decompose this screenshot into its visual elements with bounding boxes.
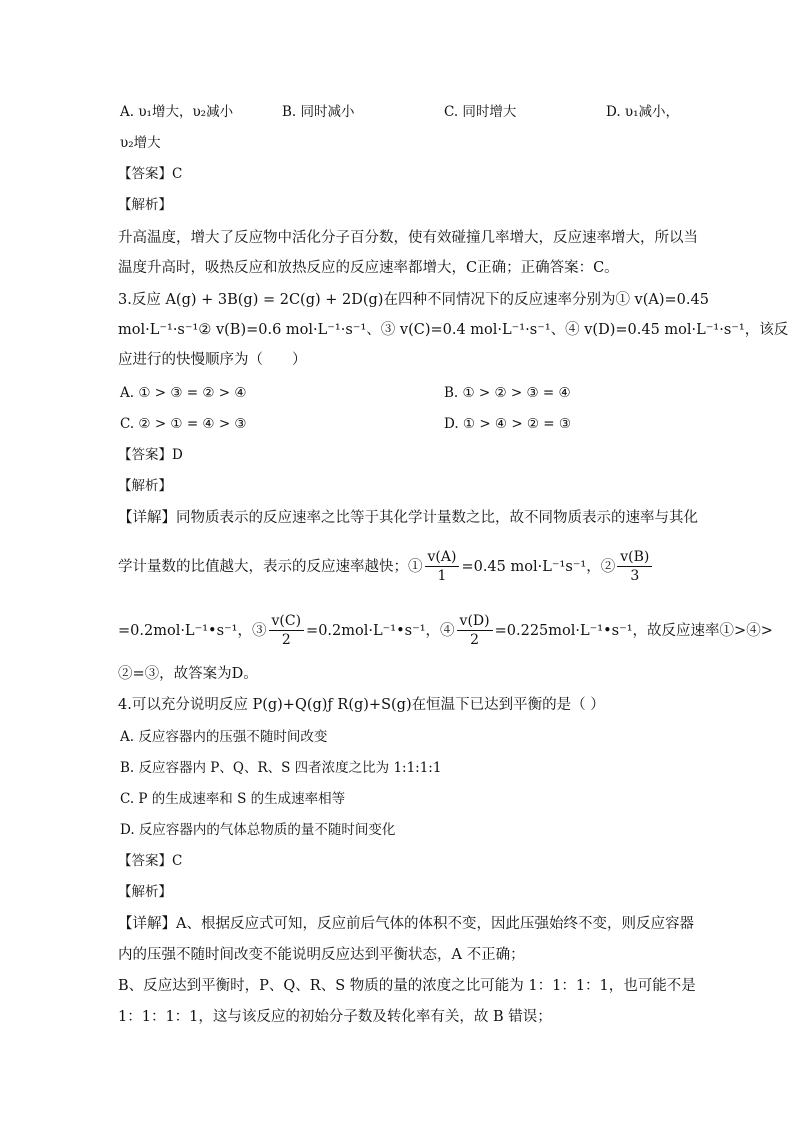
q3-fraction-vc [269, 612, 305, 649]
q3-fraction-va-denominator: 1 [437, 568, 447, 584]
q3-fraction-va [425, 548, 460, 585]
q3-detail-line-1: 【详解】同物质表示的反应速率之比等于其化学计量数之比，故不同物质表示的速率与其化 [118, 510, 698, 526]
q3-stem-line-1: 3.反应 A(g) + 3B(g) = 2C(g) + 2D(g)在四种不同情况下的反应速率分别为① v(A)=0.45 [118, 292, 709, 308]
q3-fraction-vb-denominator: 3 [630, 568, 640, 584]
q4-option-c: C. P 的生成速率和 S 的生成速率相等 [120, 791, 346, 807]
q3-fraction-vd [457, 612, 493, 649]
q3-option-b: B. ① > ② > ③ = ④ [444, 385, 571, 401]
q3-option-c: C. ② > ① = ④ > ③ [120, 416, 247, 432]
q3-fraction-vc-numerator: v(C) [269, 612, 305, 631]
q3-fraction-va-numerator: v(A) [425, 548, 460, 567]
q3-detail-line-3 [118, 612, 773, 649]
q3-stem-line-3: 应进行的快慢顺序为（ ） [118, 352, 307, 368]
q3-detail-line-2 [118, 548, 654, 585]
q4-option-d: D. 反应容器内的气体总物质的量不随时间变化 [120, 822, 396, 838]
q3-detail-line-2-mid: =0.45 mol·L⁻¹s⁻¹，② [461, 558, 616, 575]
q4-detail-line-4: 1：1：1：1，这与该反应的初始分子数及转化率有关，故 B 错误； [118, 1009, 552, 1025]
q3-fraction-vb-numerator: v(B) [617, 548, 652, 567]
q2-option-d: D. υ₁减小， [606, 104, 680, 120]
q4-option-a: A. 反应容器内的压强不随时间改变 [120, 729, 328, 745]
q2-option-d-continued: υ₂增大 [120, 135, 161, 151]
q2-analysis-line-1: 升高温度，增大了反应物中活化分子百分数，使有效碰撞几率增大，反应速率增大，所以当 [118, 230, 698, 246]
q4-detail-line-2: 内的压强不随时间改变不能说明反应达到平衡状态，A 不正确； [118, 947, 525, 963]
q4-stem: 4.可以充分说明反应 P(g)+Q(g)ƒ R(g)+S(g)在恒温下已达到平衡的是（ ） [118, 697, 605, 713]
q3-fraction-vd-denominator: 2 [470, 632, 480, 648]
q2-option-a: A. υ₁增大，υ₂减小 [120, 104, 234, 120]
q3-option-d: D. ① > ④ > ② = ③ [444, 416, 572, 432]
q3-detail-line-3-pre: =0.2mol·L⁻¹•s⁻¹，③ [118, 622, 267, 639]
q2-analysis-line-2: 温度升高时，吸热反应和放热反应的反应速率都增大，C正确；正确答案：C。 [118, 260, 619, 276]
q4-answer: 【答案】C [118, 853, 183, 869]
q3-answer: 【答案】D [118, 447, 183, 463]
q3-stem-line-2: mol·L⁻¹·s⁻¹② v(B)=0.6 mol·L⁻¹·s⁻¹、③ v(C)=0.4 mol·L⁻¹·s⁻¹、④ v(D)=0.45 mol·L⁻¹·s⁻¹，该反 [118, 322, 789, 338]
q3-detail-line-4: ②=③，故答案为D。 [118, 666, 258, 682]
q3-fraction-vc-denominator: 2 [281, 632, 291, 648]
q4-detail-line-1: 【详解】A、根据反应式可知，反应前后气体的体积不变，因此压强始终不变，则反应容器 [118, 916, 694, 932]
q3-detail-line-3-mid: =0.2mol·L⁻¹•s⁻¹，④ [306, 622, 455, 639]
q2-analysis-title: 【解析】 [118, 197, 172, 213]
q3-analysis-title: 【解析】 [118, 478, 172, 494]
q2-answer: 【答案】C [118, 166, 183, 182]
q3-detail-line-2-pre: 学计量数的比值越大，表示的反应速率越快；① [118, 558, 423, 575]
q3-option-a: A. ① > ③ = ② > ④ [120, 385, 247, 401]
q2-option-c: C. 同时增大 [444, 104, 517, 120]
q4-detail-line-3: B、反应达到平衡时，P、Q、R、S 物质的量的浓度之比可能为 1：1：1：1，也可能不是 [118, 978, 696, 994]
q4-option-b: B. 反应容器内 P、Q、R、S 四者浓度之比为 1:1:1:1 [120, 760, 442, 776]
q2-option-b: B. 同时减小 [282, 104, 355, 120]
q3-detail-line-3-end: =0.225mol·L⁻¹•s⁻¹，故反应速率①>④> [494, 622, 773, 639]
q3-fraction-vd-numerator: v(D) [457, 612, 493, 631]
q3-fraction-vb [617, 548, 652, 585]
q4-analysis-title: 【解析】 [118, 884, 172, 900]
